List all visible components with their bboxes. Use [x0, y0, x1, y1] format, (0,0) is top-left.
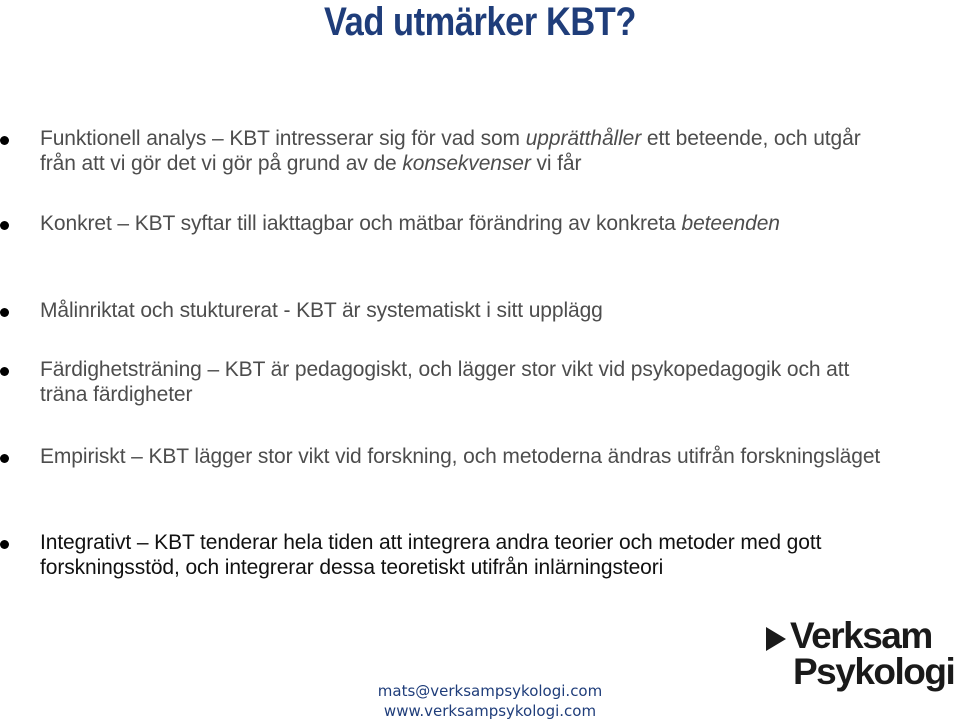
- text-segment: ett beteende, och utgår från att vi gör det vi gör på grund av de: [40, 127, 861, 175]
- bullet-dot-icon: [0, 221, 9, 230]
- bullet-text: [40, 357, 900, 407]
- bullet-text: [40, 298, 900, 323]
- text-segment: Målinriktat och stukturerat - KBT är systematiskt i sitt upplägg: [40, 299, 603, 322]
- bullet-dot-icon: [0, 136, 9, 145]
- text-segment: Funktionell analys – KBT intresserar sig för vad som: [40, 127, 526, 150]
- bullet-dot-icon: [0, 367, 9, 376]
- bullet-dot-icon: [0, 540, 9, 549]
- logo-text-verksam: Verksam: [790, 615, 932, 656]
- emphasized-text: konsekvenser: [402, 152, 531, 175]
- verksam-psykologi-logo: [766, 615, 960, 704]
- bullet-dot-icon: [0, 454, 9, 463]
- bullet-dot-icon: [0, 308, 9, 317]
- text-segment: Empiriskt – KBT lägger stor vikt vid forskning, och metoderna ändras utifrån forskningsläget: [40, 445, 881, 468]
- bullet-text: [40, 126, 900, 176]
- logo-text-psykologi: Psykologi: [793, 651, 955, 692]
- text-segment: Konkret – KBT syftar till iakttagbar och mätbar förändring av konkreta: [40, 212, 682, 235]
- contact-email: mats@verksampsykologi.com: [377, 682, 603, 700]
- bullet-text: [40, 211, 900, 236]
- text-segment: Färdighetsträning – KBT är pedagogiskt, och lägger stor vikt vid psykopedagogik och att träna färdigheter: [40, 358, 850, 406]
- emphasized-text: beteenden: [681, 212, 780, 235]
- bullet-text: [40, 444, 900, 469]
- bullet-text: [40, 530, 900, 580]
- text-segment: Integrativt – KBT tenderar hela tiden att integrera andra teorier och metoder med gott forskningsstöd, och integrerar dessa teoretiskt utifrån inlärningsteori: [40, 531, 822, 579]
- contact-website: www.verksampsykologi.com: [383, 702, 597, 720]
- emphasized-text: upprätthåller: [525, 127, 642, 150]
- slide-title: Vad utmärker KBT?: [324, 0, 636, 44]
- play-arrow-icon: [766, 627, 786, 651]
- text-segment: vi får: [530, 152, 582, 175]
